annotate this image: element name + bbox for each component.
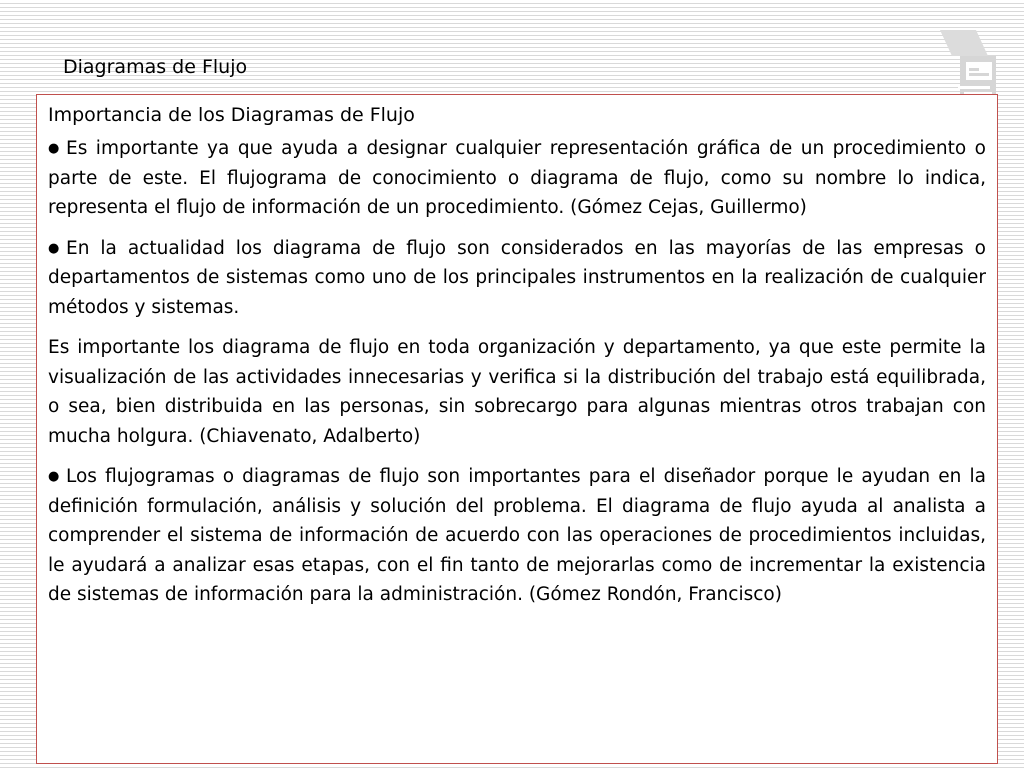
- paragraph-4-text: Los flujogramas o diagramas de flujo son importantes para el diseñador porque le ayudan en la definición formulación, análisis y solución del problema. El diagrama de flujo ayuda al analista a comprender el sistema de información de acuerdo con las operaciones de procedimientos incluidas, le ayudará a analizar esas etapas, con el fin tanto de mejorarlas como de incrementar la existencia de sistemas de información para la administración. (Gómez Rondón, Francisco): [48, 466, 986, 605]
- bullet-icon: ●: [48, 469, 60, 484]
- paragraph-3-text: Es importante los diagrama de flujo en toda organización y departamento, ya que este permite la visualización de las actividades innecesarias y verifica si la distribución del trabajo está equilibrada, o sea, bien distribuida en las personas, sin sobrecargo para algunas mientras otros trabajan con mucha holgura. (Chiavenato, Adalberto): [48, 337, 986, 447]
- paragraph-1-text: Es importante ya que ayuda a designar cualquier representación gráfica de un procedimiento o parte de este. El flujograma de conocimiento o diagrama de flujo, como su nombre lo indica, representa el flujo de información de un procedimiento. (Gómez Cejas, Guillermo): [48, 138, 986, 218]
- slide-title: Diagramas de Flujo: [63, 56, 248, 78]
- paragraph-3: [48, 333, 986, 451]
- paragraph-4: [48, 462, 986, 610]
- paragraph-2: [48, 234, 986, 323]
- section-heading: Importancia de los Diagramas de Flujo: [48, 104, 415, 126]
- paragraph-1: [48, 134, 986, 223]
- content-box: [36, 94, 998, 764]
- paragraph-2-text: En la actualidad los diagrama de flujo son considerados en las mayorías de las empresas o departamentos de sistemas como uno de los principales instrumentos en la realización de cualquier métodos y sistemas.: [48, 237, 986, 318]
- bullet-icon: ●: [48, 141, 60, 156]
- bullet-icon: ●: [48, 240, 60, 256]
